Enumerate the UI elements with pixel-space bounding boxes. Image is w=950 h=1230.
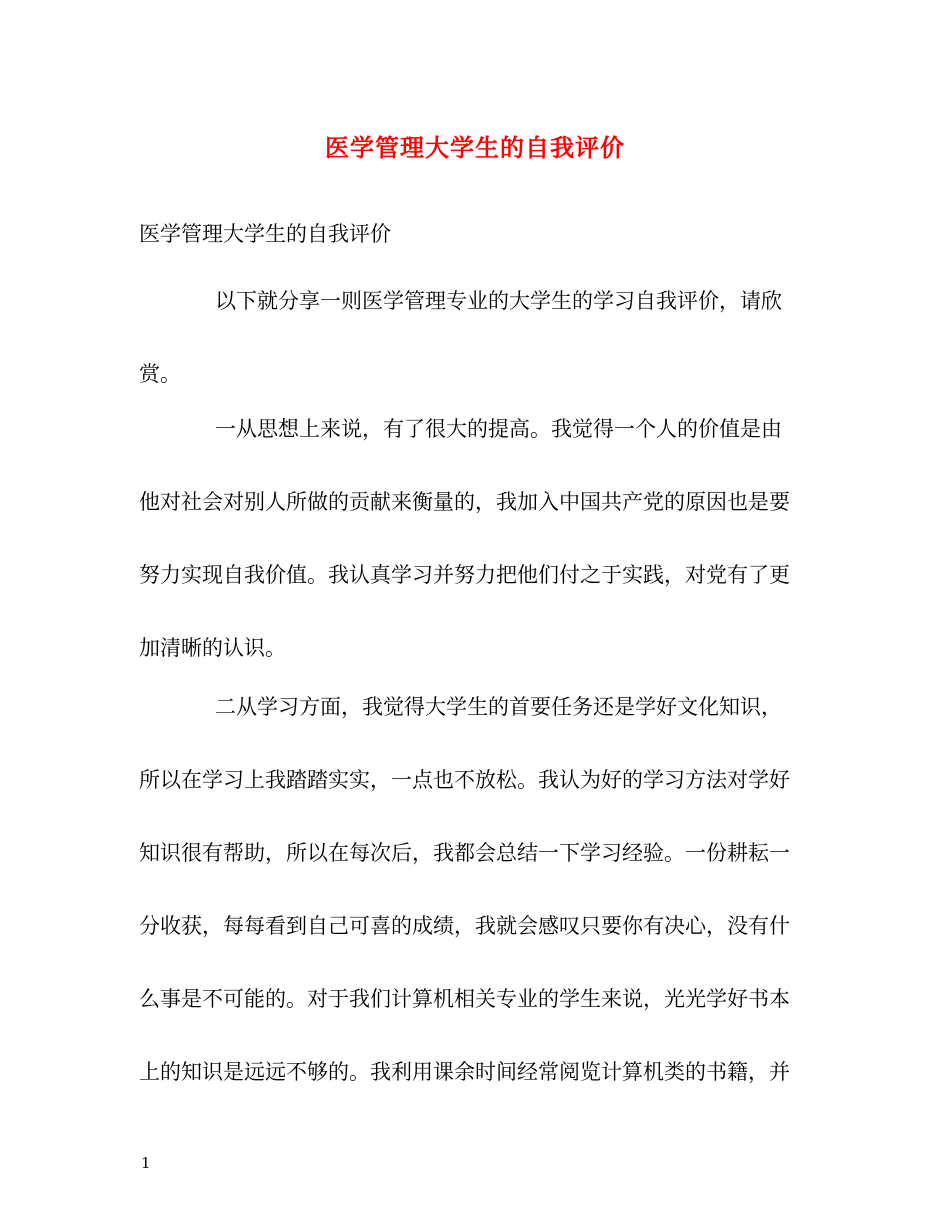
paragraph-line: 分收获，每每看到自己可喜的成绩，我就会感叹只要你有决心，没有什 [139, 914, 790, 938]
document-subtitle: 医学管理大学生的自我评价 [139, 222, 391, 246]
paragraph-line: 么事是不可能的。对于我们计算机相关专业的学生来说，光光学好书本 [139, 987, 790, 1011]
paragraph-line: 以下就分享一则医学管理专业的大学生的学习自我评价，请欣 [215, 289, 782, 313]
page-number: 1 [141, 1154, 151, 1172]
paragraph-line: 加清晰的认识。 [139, 636, 286, 660]
paragraph-ideology [139, 411, 814, 703]
paragraph-line: 所以在学习上我踏踏实实，一点也不放松。我认为好的学习方法对学好 [139, 768, 790, 792]
paragraph-intro [139, 283, 814, 429]
document-title: 医学管理大学生的自我评价 [325, 133, 625, 162]
paragraph-line: 一从思想上来说，有了很大的提高。我觉得一个人的价值是由 [215, 417, 782, 441]
paragraph-line: 努力实现自我价值。我认真学习并努力把他们付之于实践，对党有了更 [139, 563, 790, 587]
paragraph-line: 二从学习方面，我觉得大学生的首要任务还是学好文化知识， [215, 695, 782, 719]
paragraph-line: 知识很有帮助，所以在每次后，我都会总结一下学习经验。一份耕耘一 [139, 841, 790, 865]
paragraph-line: 上的知识是远远不够的。我利用课余时间经常阅览计算机类的书籍，并 [139, 1060, 790, 1084]
paragraph-line: 他对社会对别人所做的贡献来衡量的，我加入中国共产党的原因也是要 [139, 490, 790, 514]
paragraph-line: 赏。 [139, 362, 181, 386]
paragraph-study [139, 689, 814, 1127]
